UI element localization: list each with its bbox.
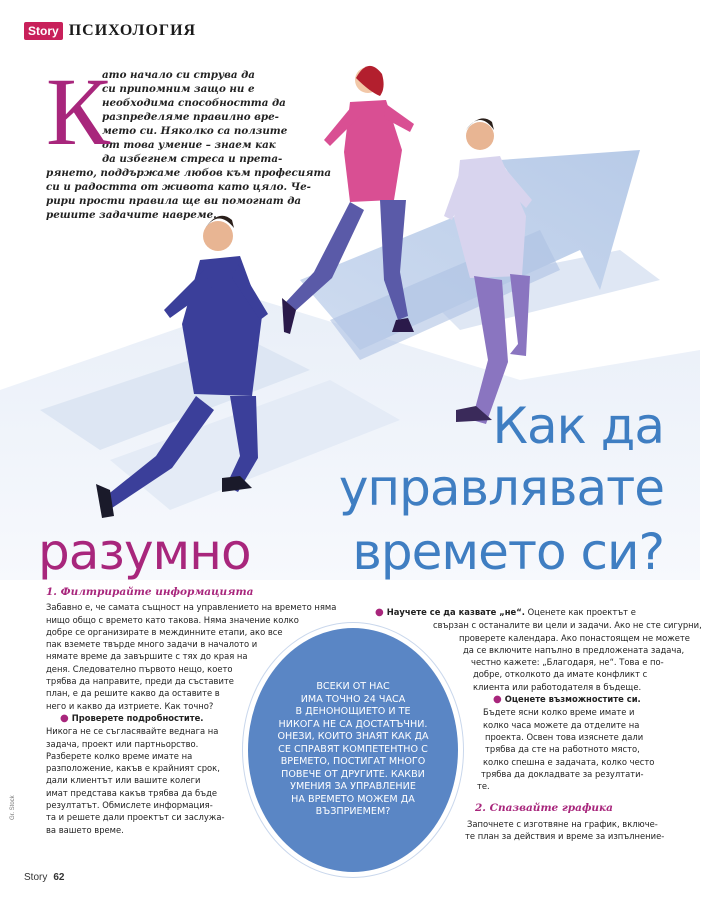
pull-quote-line: ОНЕЗИ, КОИТО ЗНАЯТ КАК ДА (277, 731, 429, 743)
photo-credit: Gr. Stock (10, 795, 16, 820)
body-line: Бъдете ясни колко време имате и (483, 707, 635, 718)
body-line: колко часа можете да отделите на (483, 719, 640, 730)
headline-accent-word: разумно (38, 523, 251, 581)
body-line: трябва да сте на работното място, (485, 744, 640, 755)
intro-line: да избегнем стреса и прета- (102, 153, 283, 165)
page-number: 62 (53, 872, 65, 883)
pull-quote-line: ВЪЗПРИЕМЕМ? (315, 806, 391, 818)
intro-paragraph (46, 58, 332, 222)
intro-line: от това умение – знаем как (102, 139, 276, 151)
headline-line-2: управлявате (338, 459, 664, 517)
bullet-dot-icon: ● (60, 712, 69, 724)
bullet-check-details: ● Проверете подробностите. (60, 712, 204, 724)
pull-quote-line: ВРЕМЕТО, ПОСТИГАТ МНОГО (280, 756, 426, 768)
body-line: Никога не се съгласявайте веднага на (46, 726, 219, 737)
body-line: та и решете дали проектът си заслужа- (46, 812, 225, 823)
pull-quote-line: СЕ СПРАВЯТ КОМПЕТЕНТНО С (278, 743, 428, 755)
body-line: трябва да докладвате за резултати- (481, 768, 644, 779)
bullet-dot-icon: ● (375, 607, 384, 618)
intro-line: разпределяме правилно вре- (102, 111, 279, 123)
subheading-follow-schedule: 2. Спазвайте графика (475, 802, 613, 815)
body-line: деня. Следователно първото нещо, което (46, 663, 233, 674)
body-line: имат представа какъв трябва да бъде (46, 787, 218, 798)
pull-quote-line: ИМА ТОЧНО 24 ЧАСА (300, 693, 406, 705)
intro-line: мето си. Няколко са ползите (102, 125, 288, 137)
intro-line: рири прости правила ще ви помогнат да (46, 195, 302, 207)
page-footer (24, 872, 64, 883)
body-line: колко спешна е задачата, колко често (483, 756, 655, 767)
body-line: трябва да направите, преди да съставите (46, 676, 234, 687)
body-line: задача, проект или партньорство. (46, 738, 199, 749)
body-line: нямате време да завършите с тях до края на (46, 651, 248, 662)
bullet-dot-icon: ● (493, 694, 502, 706)
section-title: ПСИХОЛОГИЯ (68, 22, 197, 39)
intro-line: ато начало си струва да (102, 69, 255, 81)
pull-quote-line: ВСЕКИ ОТ НАС (316, 681, 390, 693)
pull-quote-line: ПОВЕЧЕ ОТ ДРУГИТЕ. КАКВИ (281, 768, 425, 780)
drop-cap: К (46, 58, 111, 165)
bullet-assess: ● Оценете възможностите си. (493, 694, 641, 706)
intro-line: си припомним защо ни е (102, 83, 255, 95)
body-line: разположение, какъв е крайният срок, (46, 763, 220, 774)
intro-line: решите задачите навреме. (46, 209, 217, 221)
body-line: те план за действия и време за изпълнение- (465, 831, 665, 842)
body-line: да се включите напълно в предложената задача, (463, 644, 685, 655)
pull-quote-line: В ДЕНОНОЩИЕТО И ТЕ (295, 706, 411, 718)
footer-brand: Story (24, 872, 48, 883)
body-line: проверете календара. Ако понастоящем не можете (459, 632, 690, 643)
body-line: него и какво да изтриете. Как точно? (46, 700, 214, 711)
pull-quote-text (261, 681, 445, 819)
body-line: добре се организирате в междинните етапи, ако все (46, 626, 283, 637)
body-line: Започнете с изготвяне на график, включе- (467, 818, 658, 829)
pull-quote-circle (248, 628, 458, 872)
bullet-say-no: ● Научете се да казвате „не“. Оценете как проектът е (375, 607, 636, 618)
intro-line: си и радостта от живота като цяло. Че- (46, 181, 311, 193)
intro-line: рянето, поддържаме любов към професията (46, 167, 332, 179)
page-header (24, 22, 196, 40)
subheading-filter-info: 1. Филтрирайте информацията (46, 586, 254, 598)
body-line: клиента или работодателя в бъдеще. (473, 681, 642, 692)
headline-line-3: времето си? (352, 523, 664, 581)
body-line: Разберете колко време имате на (46, 750, 193, 761)
body-line: план, е да решите какво да оставите в (46, 688, 220, 699)
headline-line-1: Как да (492, 397, 664, 455)
body-line: нищо общо с времето като такова. Няма значение колко (46, 614, 299, 625)
pull-quote-line: НА ВРЕМЕТО МОЖЕМ ДА (291, 793, 415, 805)
body-line: дали клиентът или вашите колеги (46, 775, 201, 786)
body-line: пак вземете твърде много задачи в началото и (46, 639, 258, 650)
pull-quote-line: НИКОГА НЕ СА ДОСТАТЪЧНИ. (278, 718, 428, 730)
left-column (46, 586, 337, 836)
body-line: резултатът. Обмислете информация- (46, 800, 213, 811)
body-line: ва вашето време. (46, 824, 124, 835)
story-logo-badge: Story (24, 22, 63, 40)
body-line: те. (477, 781, 490, 792)
body-line: добре, отколкото да имате конфликт с (473, 669, 648, 680)
body-line: честно кажете: „Благодаря, не“. Това е по- (471, 657, 664, 668)
body-line: Забавно е, че самата същност на управлението на времето няма (46, 602, 337, 613)
intro-line: необходима способността да (102, 97, 286, 109)
body-line: проекта. Освен това изяснете дали (485, 731, 644, 742)
body-line: свързан с останалите ви цели и задачи. Ако не сте сигурни, (433, 620, 702, 631)
pull-quote-line: УМЕНИЯ ЗА УПРАВЛЕНИЕ (290, 781, 416, 793)
